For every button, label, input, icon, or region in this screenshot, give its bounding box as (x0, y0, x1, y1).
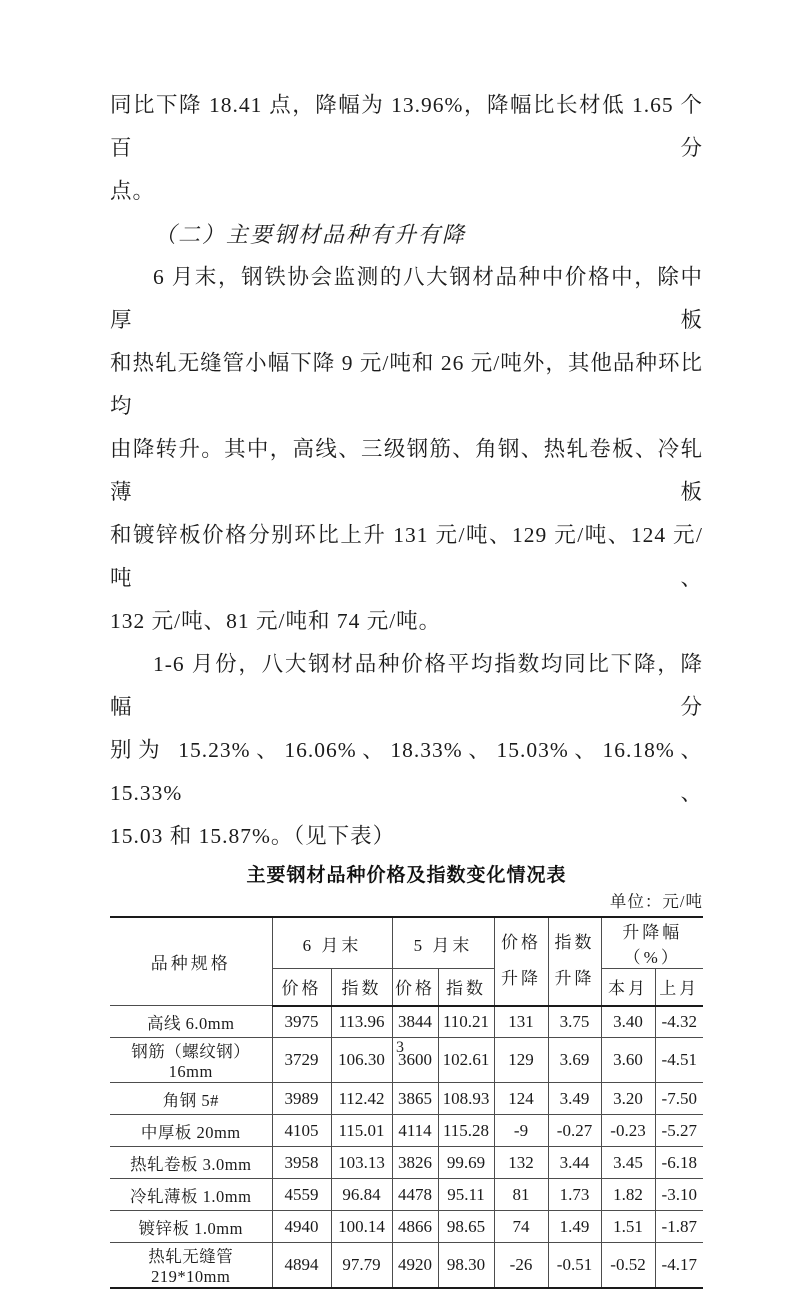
value-cell: 4114 (392, 1115, 438, 1147)
value-cell: 3.60 (601, 1038, 655, 1083)
value-cell: 3865 (392, 1083, 438, 1115)
table-unit-label: 单位：元/吨 (609, 892, 703, 911)
value-cell: 4920 (392, 1243, 438, 1289)
paragraph (110, 643, 703, 858)
value-cell: 115.28 (438, 1115, 494, 1147)
value-cell: 1.51 (601, 1211, 655, 1243)
product-cell: 钢筋（螺纹钢）16mm (110, 1038, 272, 1083)
value-cell: 4478 (392, 1179, 438, 1211)
value-cell: 4105 (272, 1115, 331, 1147)
product-cell: 角钢 5# (110, 1083, 272, 1115)
value-cell: 98.65 (438, 1211, 494, 1243)
value-cell: -1.87 (655, 1211, 703, 1243)
value-cell: 95.11 (438, 1179, 494, 1211)
header-price-may: 价格 (392, 969, 438, 1006)
value-cell: 1.49 (548, 1211, 601, 1243)
header-index-change (548, 917, 601, 1006)
header-change-pct: 升降幅（%） (601, 917, 703, 969)
header-product: 品种规格 (110, 917, 272, 1006)
value-cell: -7.50 (655, 1083, 703, 1115)
paragraph (110, 84, 703, 213)
text-line: 1-6 月份，八大钢材品种价格平均指数均同比下降，降幅分 (110, 652, 703, 719)
product-cell: 镀锌板 1.0mm (110, 1211, 272, 1243)
text-line: 点。 (110, 179, 156, 203)
product-cell: 高线 6.0mm (110, 1006, 272, 1038)
header-index-june: 指数 (331, 969, 392, 1006)
section-heading: （二）主要钢材品种有升有降 (154, 222, 467, 247)
table-row (110, 1147, 703, 1179)
value-cell: -0.52 (601, 1243, 655, 1289)
header-last-month: 上月 (655, 969, 703, 1006)
value-cell: 3989 (272, 1083, 331, 1115)
value-cell: 100.14 (331, 1211, 392, 1243)
value-cell: 103.13 (331, 1147, 392, 1179)
value-cell: 124 (494, 1083, 548, 1115)
value-cell: 3.75 (548, 1006, 601, 1038)
value-cell: 4940 (272, 1211, 331, 1243)
value-cell: 113.96 (331, 1006, 392, 1038)
value-cell: 108.93 (438, 1083, 494, 1115)
header-price-change-line2: 升降 (501, 969, 541, 989)
value-cell: -0.51 (548, 1243, 601, 1289)
product-cell: 冷轧薄板 1.0mm (110, 1179, 272, 1211)
value-cell: -4.32 (655, 1006, 703, 1038)
value-cell: -0.23 (601, 1115, 655, 1147)
value-cell: 4894 (272, 1243, 331, 1289)
value-cell: 1.73 (548, 1179, 601, 1211)
value-cell: 3.69 (548, 1038, 601, 1083)
table-row (110, 1243, 703, 1289)
value-cell: 3.45 (601, 1147, 655, 1179)
value-cell: 98.30 (438, 1243, 494, 1289)
text-line: 6 月末，钢铁协会监测的八大钢材品种中价格中，除中厚板 (110, 265, 703, 332)
text-line: 同比下降 18.41 点，降幅为 13.96%，降幅比长材低 1.65 个百分 (110, 93, 703, 160)
value-cell: 4559 (272, 1179, 331, 1211)
table-row (110, 1006, 703, 1038)
value-cell: 131 (494, 1006, 548, 1038)
text-line: 和热轧无缝管小幅下降 9 元/吨和 26 元/吨外，其他品种环比均 (110, 351, 703, 418)
value-cell: 3958 (272, 1147, 331, 1179)
value-cell: -6.18 (655, 1147, 703, 1179)
value-cell: -3.10 (655, 1179, 703, 1211)
value-cell: 110.21 (438, 1006, 494, 1038)
value-cell: 3729 (272, 1038, 331, 1083)
value-cell: -4.17 (655, 1243, 703, 1289)
table-row (110, 1179, 703, 1211)
header-may: 5 月末 (392, 917, 494, 969)
value-cell: 115.01 (331, 1115, 392, 1147)
product-cell: 热轧卷板 3.0mm (110, 1147, 272, 1179)
value-cell: 106.30 (331, 1038, 392, 1083)
text-line: 15.03 和 15.87%。（见下表） (110, 824, 396, 848)
text-line: 132 元/吨、81 元/吨和 74 元/吨。 (110, 609, 442, 633)
value-cell: 3.49 (548, 1083, 601, 1115)
header-this-month: 本月 (601, 969, 655, 1006)
value-cell: 81 (494, 1179, 548, 1211)
value-cell: 97.79 (331, 1243, 392, 1289)
value-cell: 3600 (392, 1038, 438, 1083)
header-index-may: 指数 (438, 969, 494, 1006)
value-cell: 3.20 (601, 1083, 655, 1115)
value-cell: 132 (494, 1147, 548, 1179)
table-row (110, 1115, 703, 1147)
header-price-change (494, 917, 548, 1006)
header-index-change-line2: 升降 (554, 969, 595, 989)
table-header (110, 917, 703, 1006)
header-june: 6 月末 (272, 917, 392, 969)
header-price-change-line1: 价格 (501, 933, 541, 953)
value-cell: -9 (494, 1115, 548, 1147)
value-cell: 99.69 (438, 1147, 494, 1179)
text-line: 别为 15.23%、16.06%、18.33%、15.03%、16.18%、15.33%、 (110, 738, 703, 805)
page-content (110, 0, 703, 1289)
header-price-june: 价格 (272, 969, 331, 1006)
value-cell: 3.40 (601, 1006, 655, 1038)
header-index-change-line1: 指数 (554, 933, 595, 953)
value-cell: 96.84 (331, 1179, 392, 1211)
value-cell: 3844 (392, 1006, 438, 1038)
value-cell: 4866 (392, 1211, 438, 1243)
value-cell: -26 (494, 1243, 548, 1289)
text-line: 和镀锌板价格分别环比上升 131 元/吨、129 元/吨、124 元/吨、 (110, 523, 703, 590)
product-cell: 热轧无缝管 219*10mm (110, 1243, 272, 1289)
table-row (110, 1211, 703, 1243)
value-cell: 102.61 (438, 1038, 494, 1083)
paragraph (110, 256, 703, 643)
product-cell: 中厚板 20mm (110, 1115, 272, 1147)
value-cell: -0.27 (548, 1115, 601, 1147)
table-row (110, 1083, 703, 1115)
value-cell: 1.82 (601, 1179, 655, 1211)
value-cell: -4.51 (655, 1038, 703, 1083)
value-cell: 3975 (272, 1006, 331, 1038)
value-cell: 129 (494, 1038, 548, 1083)
value-cell: 74 (494, 1211, 548, 1243)
value-cell: 3826 (392, 1147, 438, 1179)
text-line: 由降转升。其中，高线、三级钢筋、角钢、热轧卷板、冷轧薄板 (110, 437, 703, 504)
price-index-table (110, 916, 703, 1289)
value-cell: 112.42 (331, 1083, 392, 1115)
table-title: 主要钢材品种价格及指数变化情况表 (246, 865, 567, 886)
value-cell: -5.27 (655, 1115, 703, 1147)
value-cell: 3.44 (548, 1147, 601, 1179)
page-number: 3 (396, 1039, 404, 1056)
